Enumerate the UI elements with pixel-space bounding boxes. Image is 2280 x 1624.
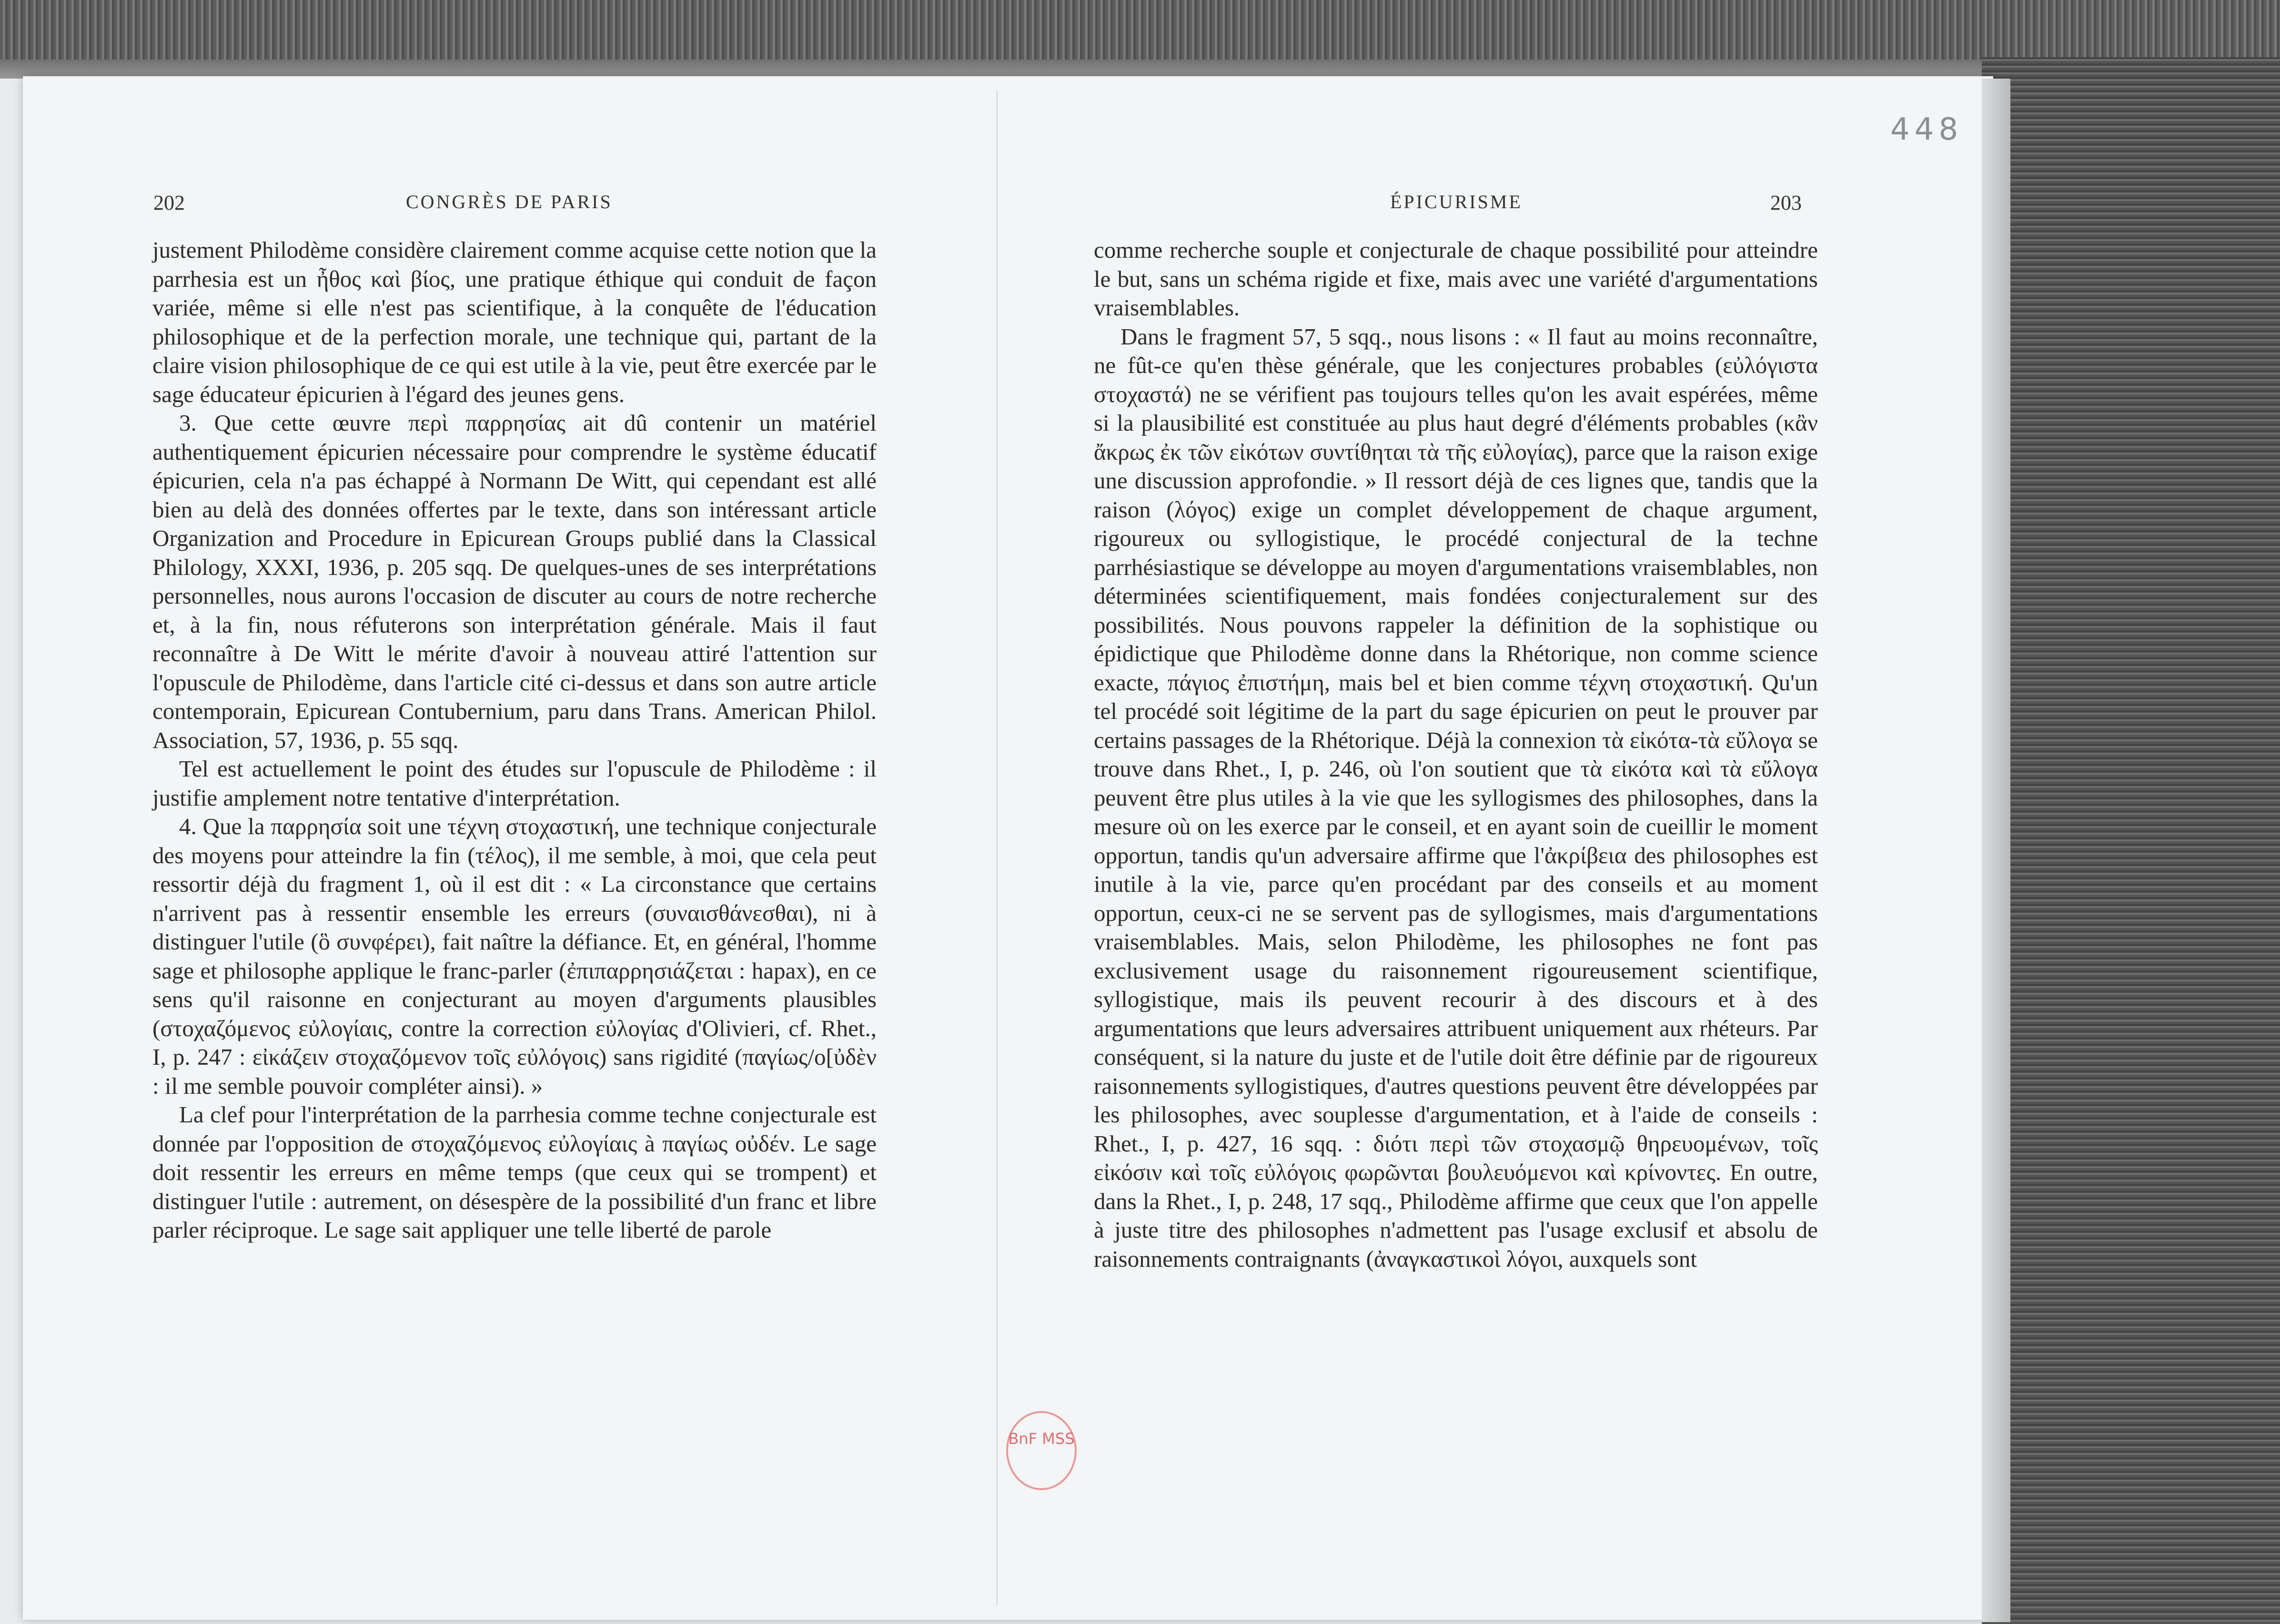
folio-number: 448: [1890, 112, 1963, 147]
book-fold: [997, 91, 998, 1605]
right-running-header: ÉPICURISME: [1390, 191, 1523, 212]
paragraph: 4. Que la παρρησία soit une τέχνη στοχαστική, une technique conjecturale des moyens pour atteindre la fin (τέλος), il me semble, à moi, que cela peut ressortir déjà du fragment 1, où il est dit : « La circonstance que certains n'arrivent pas à ressentir ensemble les erreurs (συναισθάνεσθαι), ni à distinguer l'utile (ὃ συνφέρει), fait naître la défiance. Et, en général, l'homme sage et philosophe applique le franc-parler (ἐπιπαρρησιάζεται : hapax), en ce sens qu'il raisonne en conjecturant au moyen d'arguments plausibles (στοχαζόμενος εὐλογίαις, contre la correction εὐλογίας d'Olivieri, cf. Rhet., I, p. 247 : εἰκάζειν στοχαζόμενον τοῖς εὐλόγοις) sans rigidité (παγίως/ο[ὐδὲν : il me semble pouvoir compléter ainsi). »: [152, 813, 877, 1099]
paragraph: Dans le fragment 57, 5 sqq., nous lisons : « Il faut au moins reconnaître, ne fût-ce qu'en thèse générale, que les conjectures probables (εὐλόγιστα στοχαστά) ne se vérifient pas toujours telles qu'on les avait espérées, même si la plausibilité est constituée au plus haut degré d'éléments probables (κἂν ἄκρως ἐκ τῶν εἰκότων συντίθηται τὰ τῆς εὐλογίας), parce que la raison exige une discussion approfondie. » Il ressort déjà de ces lignes que, tandis que la raison (λόγος) exige un complet développement de chaque argument, rigoureux ou syllogistique, le procédé conjectural de la techne parrhésiastique se développe au moyen d'argumentations vraisemblables, non déterminées scientifiquement, mais fondées conjecturalement sur des possibilités. Nous pouvons rappeler la définition de la sophistique ou épidictique que Philodème donne dans la Rhétorique, non comme science exacte, πάγιος ἐπιστήμη, mais bel et bien comme τέχνη στοχαστική. Qu'un tel procédé soit légitime de la part du sage épicurien on peut le prouver par certains passages de la Rhétorique. Déjà la connexion τὰ εἰκότα-τὰ εὔλογα se trouve dans Rhet., I, p. 246, où l'on soutient que τὰ εἰκότα καὶ τὰ εὔλογα peuvent être plus utiles à la vie que les syllogismes des philosophes, dans la mesure où on les exerce par le conseil, et en ayant soin de cueillir le moment opportun, tandis qu'un adversaire affirme que l'ἀκρίβεια des philosophes est inutile à la vie, parce qu'en procédant par des conseils et au moment opportun, ceux-ci ne se servent pas de syllogismes, mais d'argumentations vraisemblables. Mais, selon Philodème, les philosophes ne font pas exclusivement usage du raisonnement rigoureusement scientifique, syllogistique, mais ils peuvent recourir à des discours et à des argumentations que leurs adversaires attribuent uniquement aux rhéteurs. Par conséquent, si la nature du juste et de l'utile doit être définie par de rigoureux raisonnements syllogistiques, d'autres questions peuvent être développées par les philosophes, avec souplesse d'argumentation, et à l'aide de conseils : Rhet., I, p. 427, 16 sqq. : διότι περὶ τῶν στοχασμῷ θηρευομένων, τοῖς εἰκόσιν καὶ τοῖς εὐλόγοις φωρῶνται βουλευόμενοι καὶ κρίνοντες. En outre, dans la Rhet., I, p. 248, 17 sqq., Philodème affirme que ceux que l'on appelle à juste titre des philosophes n'admettent pas l'usage exclusif et absolu de raisonnements contraignants (ἀναγκαστικοὶ λόγοι, auxquels sont: [1094, 323, 1818, 1272]
paragraph: justement Philodème considère clairement comme acquise cette notion que la parrhesia est un ἦθος καὶ βίος, une pratique éthique qui conduit de façon variée, même si elle n'est pas scientifique, à la conquête de l'éducation philosophique et de la perfection morale, une technique qui, partant de la claire vision philosophique de ce qui est utile à la vie, peut être exercée par le sage éducateur épicurien à l'égard des jeunes gens.: [152, 237, 877, 407]
right-page-text: [1094, 236, 1818, 1273]
paragraph: 3. Que cette œuvre περὶ παρρησίας ait dû contenir un matériel authentiquement épicurien nécessaire pour comprendre le système éducatif épicurien, cela n'a pas échappé à Normann De Witt, qui cependant est allé bien au delà des données offertes par le texte, dans son intéressant article Organization and Procedure in Epicurean Groups publié dans la Classical Philology, XXXI, 1936, p. 205 sqq. De quelques-unes de ses interprétations personnelles, nous aurons l'occasion de discuter au cours de notre recherche et, à la fin, nous réfuterons son interprétation générale. Mais il faut reconnaître à De Witt le mérite d'avoir à nouveau attiré l'attention sur l'opuscule de Philodème, dans l'article cité ci-dessus et dans son autre article contemporain, Epicurean Contubernium, paru dans Trans. American Philol. Association, 57, 1936, p. 55 sqq.: [152, 410, 877, 753]
left-running-header: CONGRÈS DE PARIS: [406, 191, 613, 212]
paragraph: La clef pour l'interprétation de la parrhesia comme techne conjecturale est donnée par l'opposition de στοχαζόμενος εὐλογίαις à παγίως οὐδέν. Le sage doit ressentir les erreurs en même temps (que ceux qui se trompent) et distinguer l'utile : autrement, on désespère de la possibilité d'un franc et libre parler réciproque. Le sage sait appliquer une telle liberté de parole: [152, 1101, 877, 1243]
left-page-text: [152, 236, 877, 1245]
left-page-number: 202: [153, 191, 185, 214]
paragraph: comme recherche souple et conjecturale de chaque possibilité pour atteindre le but, sans un schéma rigide et fixe, mais avec une variété d'argumentations vraisemblables.: [1094, 237, 1818, 321]
paragraph: Tel est actuellement le point des études sur l'opuscule de Philodème : il justifie amplement notre tentative d'interprétation.: [152, 756, 877, 811]
scan-right-border: [1982, 57, 2280, 1624]
paper-edge: [1982, 79, 2010, 1622]
right-page-number: 203: [1770, 191, 1802, 214]
library-stamp: BnF MSS: [1006, 1411, 1077, 1490]
scan-top-border: [0, 0, 2280, 79]
